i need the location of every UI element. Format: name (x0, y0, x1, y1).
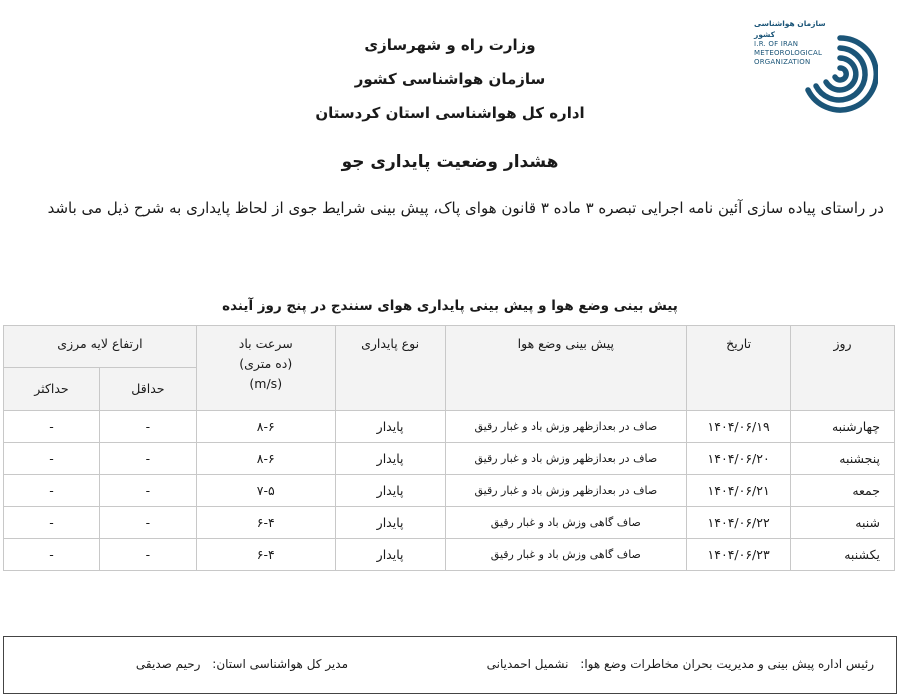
header-weather: پیش بینی وضع هوا (445, 326, 687, 411)
logo-name-en-2: METEOROLOGICAL (754, 49, 823, 57)
table-row (4, 539, 895, 571)
cell-date: ۱۴۰۴/۰۶/۲۱ (687, 475, 791, 507)
signature-footer (3, 636, 897, 694)
header-max: حداکثر (4, 368, 100, 411)
intro-paragraph: در راستای پیاده سازی آئین نامه اجرایی تبصره ۳ ماده ۳ قانون هوای پاک، پیش بینی شرایط جوی از لحاظ پایداری به شرح ذیل می باشد (47, 199, 884, 217)
cell-wind: ۶-۴ (196, 507, 335, 539)
department-name: اداره کل هواشناسی استان کردستان (315, 104, 585, 122)
cell-stability: پایدار (335, 411, 445, 443)
cell-weather: صاف در بعدازظهر وزش باد و غبار رقیق (445, 475, 687, 507)
cell-stability: پایدار (335, 443, 445, 475)
header-wind-line3: (m/s) (249, 376, 283, 391)
cell-wind: ۷-۵ (196, 475, 335, 507)
cell-day: جمعه (791, 475, 895, 507)
cell-stability: پایدار (335, 475, 445, 507)
cell-date: ۱۴۰۴/۰۶/۲۳ (687, 539, 791, 571)
signer2-role: مدیر کل هواشناسی استان: (212, 657, 348, 671)
cell-weather: صاف گاهی وزش باد و غبار رقیق (445, 539, 687, 571)
header-boundary-layer: ارتفاع لایه مرزی (4, 326, 197, 368)
header-stability: نوع پایداری (335, 326, 445, 411)
header-wind-line2: (ده متری) (239, 356, 293, 371)
cell-max: - (4, 539, 100, 571)
cell-max: - (4, 411, 100, 443)
header-wind-line1: سرعت باد (238, 336, 293, 351)
table-row (4, 411, 895, 443)
organization-logo (752, 18, 878, 123)
cell-max: - (4, 507, 100, 539)
cell-weather: صاف گاهی وزش باد و غبار رقیق (445, 507, 687, 539)
header-date: تاریخ (687, 326, 791, 411)
table-title: پیش بینی وضع هوا و پیش بینی پایداری هوای سنندج در پنج روز آینده (222, 298, 678, 314)
cell-wind: ۶-۴ (196, 539, 335, 571)
signer1-role: رئیس اداره پیش بینی و مدیریت بحران مخاطرات وضع هوا: (580, 657, 874, 671)
signature-director (136, 657, 348, 671)
cell-max: - (4, 475, 100, 507)
signer2-name: رحیم صدیقی (135, 657, 201, 671)
cell-max: - (4, 443, 100, 475)
logo-name-en-3: ORGANIZATION (754, 58, 811, 66)
cell-stability: پایدار (335, 539, 445, 571)
cell-date: ۱۴۰۴/۰۶/۱۹ (687, 411, 791, 443)
table-row (4, 507, 895, 539)
cell-min: - (99, 411, 196, 443)
ministry-name: وزارت راه و شهرسازی (364, 36, 536, 54)
signer1-name: نشمیل احمدیانی (486, 657, 569, 671)
cell-date: ۱۴۰۴/۰۶/۲۲ (687, 507, 791, 539)
page-title: هشدار وضعیت پایداری جو (341, 152, 559, 172)
document-header (230, 28, 670, 130)
logo-name-en-1: I.R. OF IRAN (754, 40, 799, 48)
spiral-emblem-icon (800, 28, 878, 120)
cell-day: چهارشنبه (791, 411, 895, 443)
cell-date: ۱۴۰۴/۰۶/۲۰ (687, 443, 791, 475)
cell-min: - (99, 507, 196, 539)
logo-name-fa: سازمان هواشناسی کشور (754, 19, 826, 39)
cell-min: - (99, 539, 196, 571)
cell-wind: ۸-۶ (196, 443, 335, 475)
cell-day: یکشنبه (791, 539, 895, 571)
header-day: روز (791, 326, 895, 411)
table-row (4, 475, 895, 507)
signature-forecast-head (487, 657, 874, 671)
cell-min: - (99, 475, 196, 507)
cell-day: پنجشنبه (791, 443, 895, 475)
cell-weather: صاف در بعدازظهر وزش باد و غبار رقیق (445, 443, 687, 475)
header-wind (196, 326, 335, 411)
header-min: حداقل (99, 368, 196, 411)
cell-weather: صاف در بعدازظهر وزش باد و غبار رقیق (445, 411, 687, 443)
forecast-table (3, 325, 895, 571)
cell-day: شنبه (791, 507, 895, 539)
organization-name: سازمان هواشناسی کشور (354, 70, 546, 88)
cell-stability: پایدار (335, 507, 445, 539)
table-row (4, 443, 895, 475)
cell-min: - (99, 443, 196, 475)
cell-wind: ۸-۶ (196, 411, 335, 443)
